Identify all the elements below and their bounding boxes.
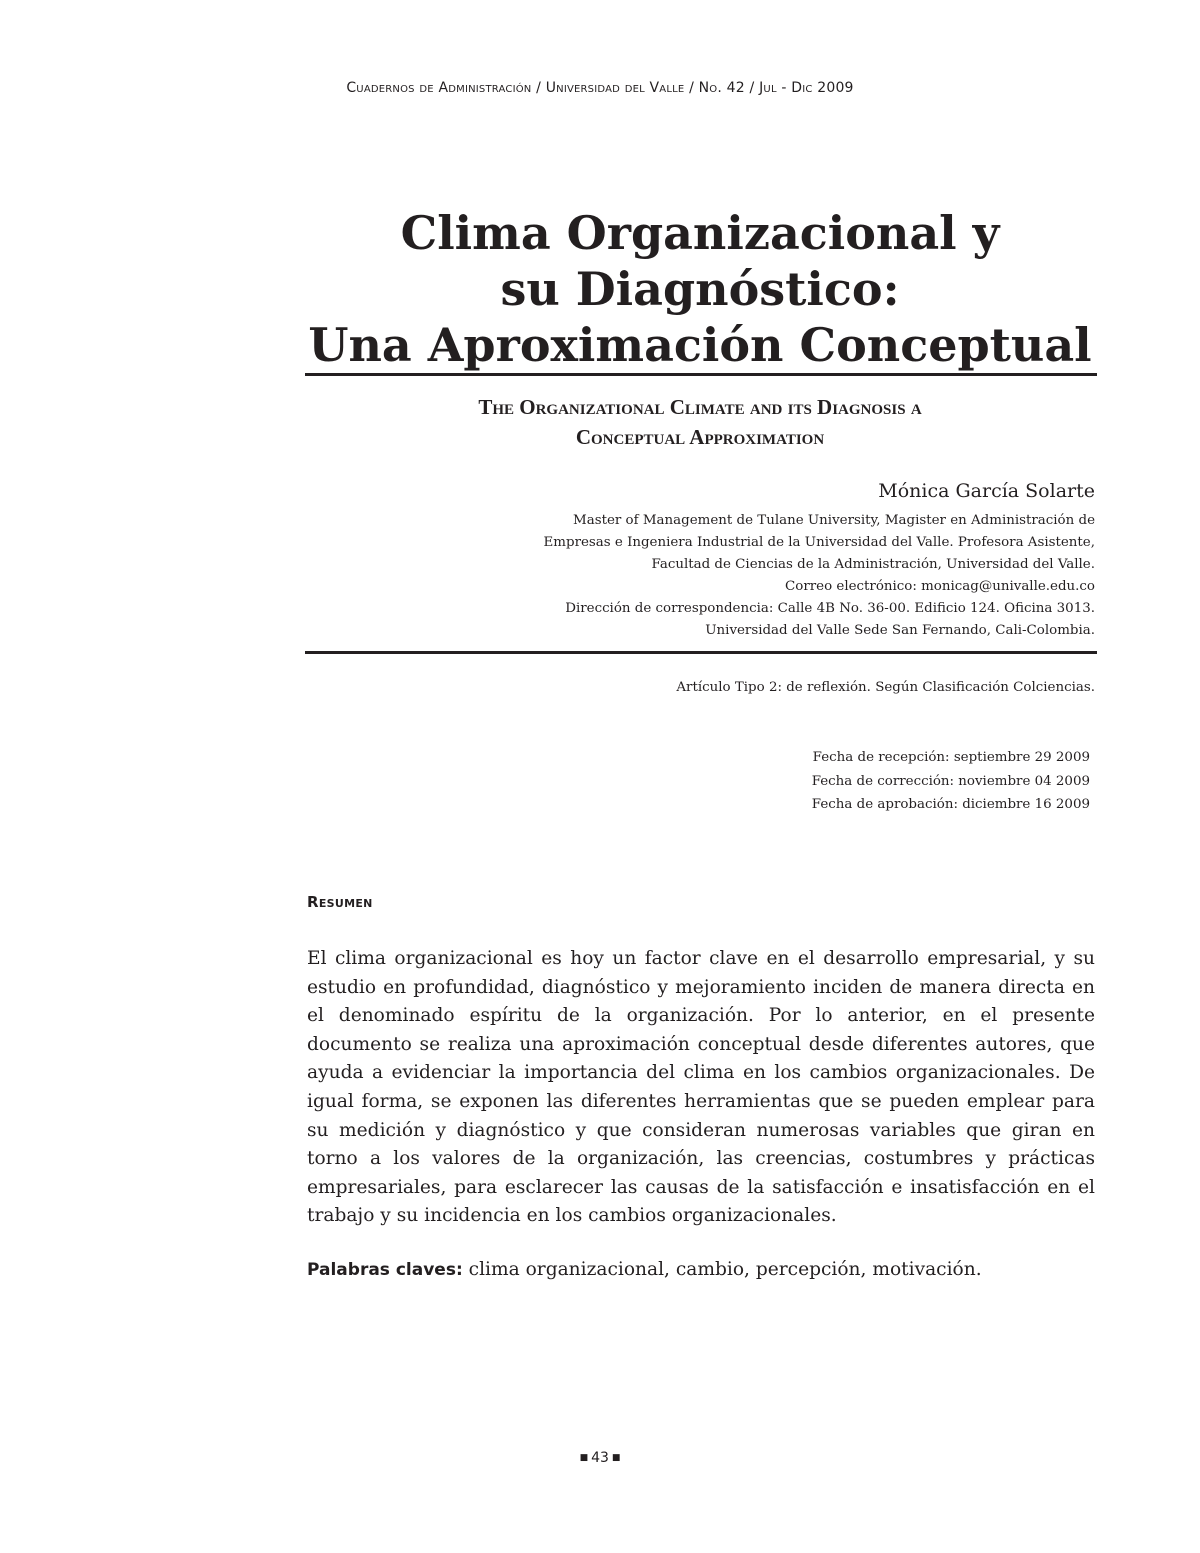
subtitle-line-1: The Organizational Climate and its Diagnosis a <box>478 395 922 419</box>
page-number <box>0 1450 1200 1466</box>
title-underline-divider <box>305 373 1097 376</box>
section-divider <box>305 651 1097 654</box>
title-line-1: Clima Organizacional y <box>400 206 1000 260</box>
abstract-body: El clima organizacional es hoy un factor clave en el desarrollo empresarial, y su estudio en profundidad, diagnóstico y mejoramiento inciden de manera directa en el denominado espíritu de la organización. Por lo anterior, en el presente documento se realiza una aproximación conceptual desde diferentes autores, que ayuda a evidenciar la importancia del clima en los cambios organizacionales. De igual forma, se exponen las diferentes herramientas que se pueden emplear para su medición y diagnóstico y que consideran numerosas variables que giran en torno a los valores de la organización, las creencias, costumbres y prácticas empresariales, para esclarecer las causas de la satisfacción e insatisfacción en el trabajo y su incidencia en los cambios organizacionales. <box>307 948 1095 1227</box>
affiliation-address: Dirección de correspondencia: Calle 4B No. 36-00. Edificio 124. Oficina 3013. <box>565 601 1095 616</box>
abstract-heading: Resumen <box>307 893 373 911</box>
english-subtitle <box>300 392 1100 452</box>
title-line-3: Una Aproximación Conceptual <box>308 318 1092 372</box>
keywords <box>307 1256 1095 1284</box>
running-header: Cuadernos de Administración / Universidad del Valle / No. 42 / Jul - Dic 2009 <box>346 80 854 96</box>
title-line-2: su Diagnóstico: <box>500 262 900 316</box>
date-approved: Fecha de aprobación: diciembre 16 2009 <box>811 797 1090 812</box>
date-received: Fecha de recepción: septiembre 29 2009 <box>812 750 1090 765</box>
page-number-value: 43 <box>591 1450 609 1466</box>
affiliation-address: Universidad del Valle Sede San Fernando, Cali-Colombia. <box>705 623 1095 638</box>
keywords-list: clima organizacional, cambio, percepción, motivación. <box>468 1259 982 1280</box>
bullet-icon: ■ <box>579 1453 589 1463</box>
article-type: Artículo Tipo 2: de reflexión. Según Clasificación Colciencias. <box>676 680 1095 695</box>
article-title <box>300 205 1100 373</box>
date-corrected: Fecha de corrección: noviembre 04 2009 <box>811 773 1090 789</box>
author-affiliation <box>455 510 1095 642</box>
subtitle-line-2: Conceptual Approximation <box>575 425 825 449</box>
affiliation-email: Correo electrónico: monicag@univalle.edu.co <box>785 579 1095 594</box>
affiliation-line: Facultad de Ciencias de la Administración, Universidad del Valle. <box>651 557 1095 572</box>
author-name: Mónica García Solarte <box>878 480 1095 502</box>
affiliation-line: Empresas e Ingeniera Industrial de la Universidad del Valle. Profesora Asistente, <box>543 535 1095 550</box>
affiliation-line: Master of Management de Tulane University, Magister en Administración de <box>573 513 1095 528</box>
keywords-label: Palabras claves: <box>307 1260 463 1280</box>
bullet-icon: ■ <box>611 1453 621 1463</box>
article-dates <box>812 746 1090 817</box>
